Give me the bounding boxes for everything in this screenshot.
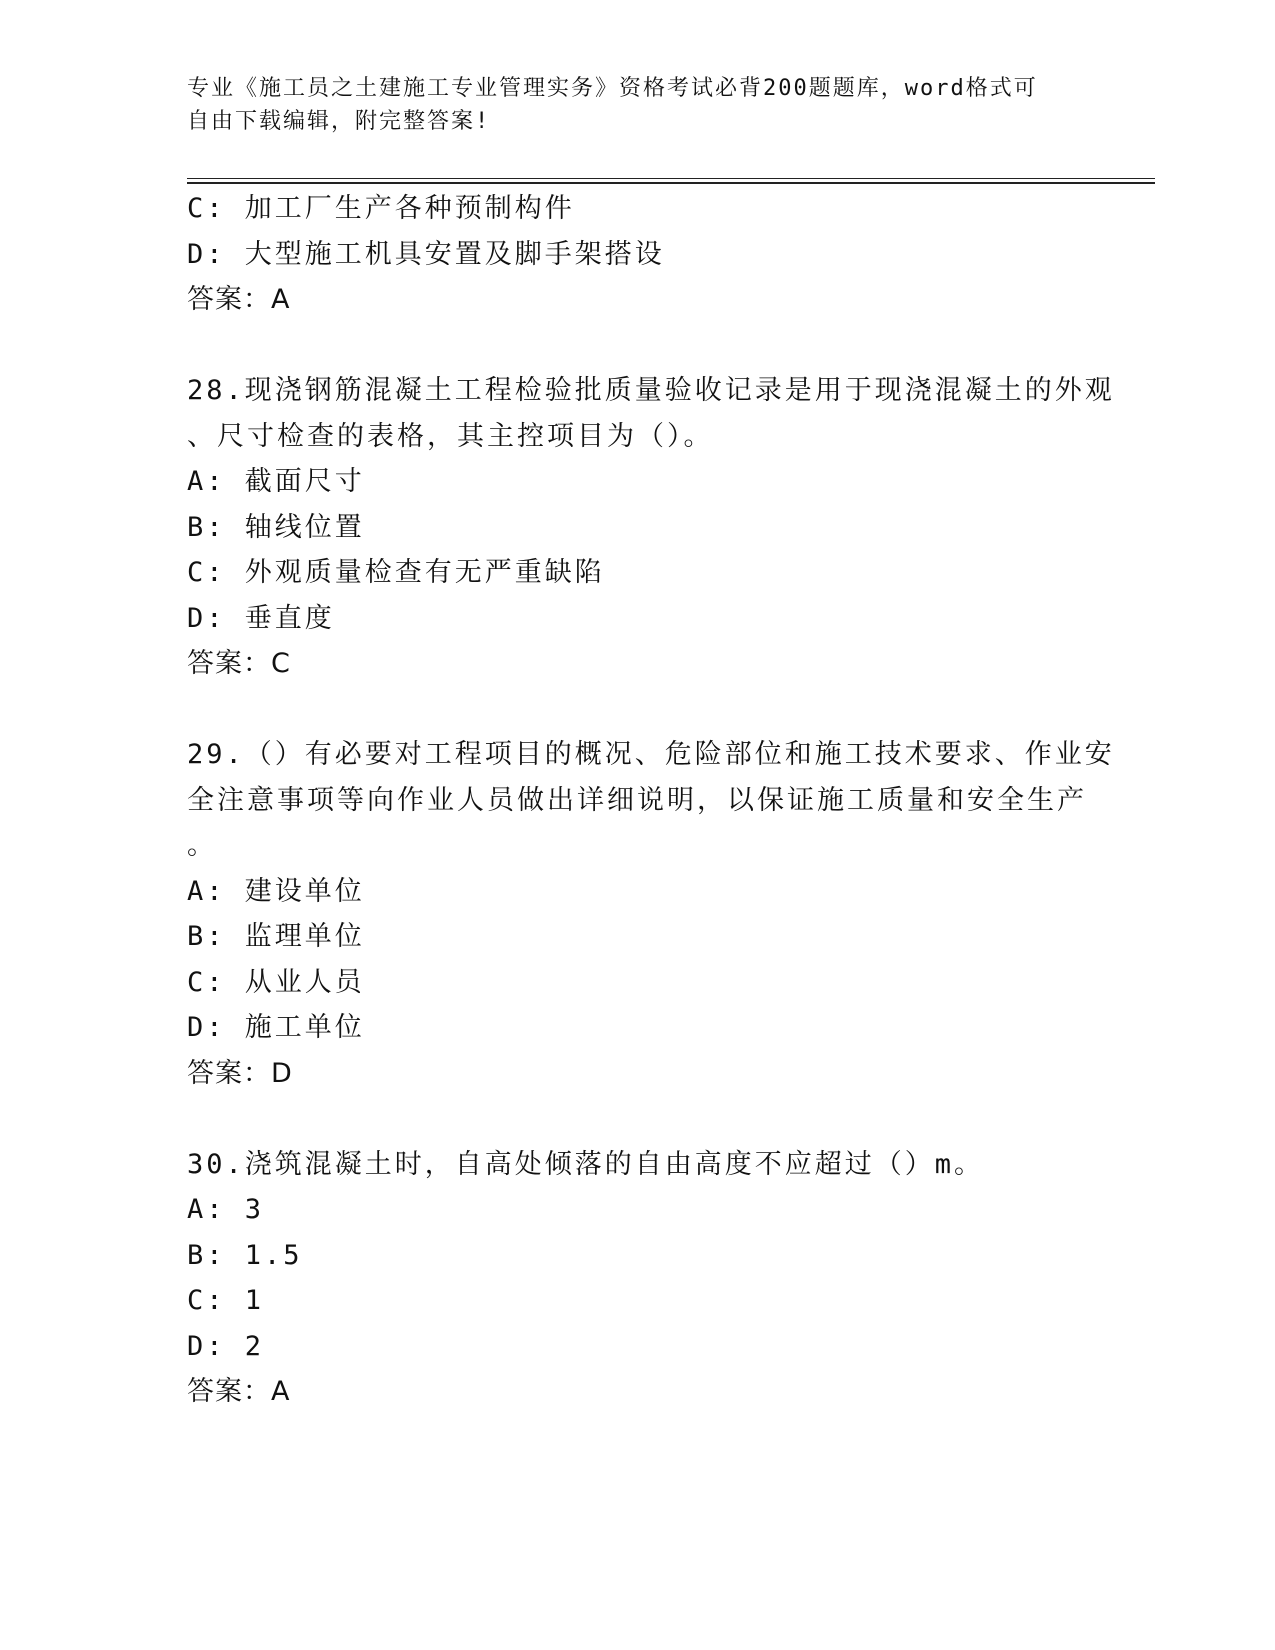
question-stem-line: 28.现浇钢筋混凝土工程检验批质量验收记录是用于现浇混凝土的外观 xyxy=(187,375,1115,406)
question-stem-line: 。 xyxy=(187,830,217,861)
question-29 xyxy=(187,732,1115,1096)
option-a: A: 截面尺寸 xyxy=(187,466,365,497)
question-30 xyxy=(187,1142,1087,1415)
answer-line: 答案：A xyxy=(187,1376,291,1407)
question-list xyxy=(187,186,1115,1415)
question-stem-line: 全注意事项等向作业人员做出详细说明，以保证施工质量和安全生产 xyxy=(187,784,1087,816)
option-c: C: 1 xyxy=(187,1285,265,1316)
header-title-line-1: 专业《施工员之土建施工专业管理实务》资格考试必背200题题库，word格式可 xyxy=(187,76,1038,101)
answer-line: 答案：D xyxy=(187,1057,293,1089)
answer-line: 答案：A xyxy=(187,284,291,315)
header-title-line-2: 自由下载编辑，附完整答案! xyxy=(187,109,491,134)
option-d: D: 2 xyxy=(187,1330,265,1362)
option-c: C: 外观质量检查有无严重缺陷 xyxy=(187,557,605,588)
option-b: B: 监理单位 xyxy=(187,921,365,952)
spacer xyxy=(187,323,1087,369)
option-d: D: 垂直度 xyxy=(187,602,335,634)
option-d: D: 施工单位 xyxy=(187,1012,365,1043)
option-c: C: 从业人员 xyxy=(187,966,365,998)
header-divider-thin xyxy=(187,178,1155,179)
question-stem-line: 29.（）有必要对工程项目的概况、危险部位和施工技术要求、作业安 xyxy=(187,739,1115,770)
spacer xyxy=(187,1096,1087,1142)
option-c: C: 加工厂生产各种预制构件 xyxy=(187,193,575,224)
option-b: B: 1.5 xyxy=(187,1239,303,1271)
spacer xyxy=(187,687,1087,733)
option-d: D: 大型施工机具安置及脚手架搭设 xyxy=(187,238,665,270)
option-a: A: 3 xyxy=(187,1194,265,1225)
question-stem-line: 30.浇筑混凝土时，自高处倾落的自由高度不应超过（）m。 xyxy=(187,1148,985,1180)
document-header xyxy=(187,72,1067,138)
question-continued xyxy=(187,186,1087,323)
question-28 xyxy=(187,368,1115,687)
answer-line: 答案：C xyxy=(187,648,291,679)
question-stem-line: 、尺寸检查的表格，其主控项目为（）。 xyxy=(187,420,714,452)
header-divider-thick xyxy=(187,182,1155,184)
option-a: A: 建设单位 xyxy=(187,875,365,907)
option-b: B: 轴线位置 xyxy=(187,511,365,543)
